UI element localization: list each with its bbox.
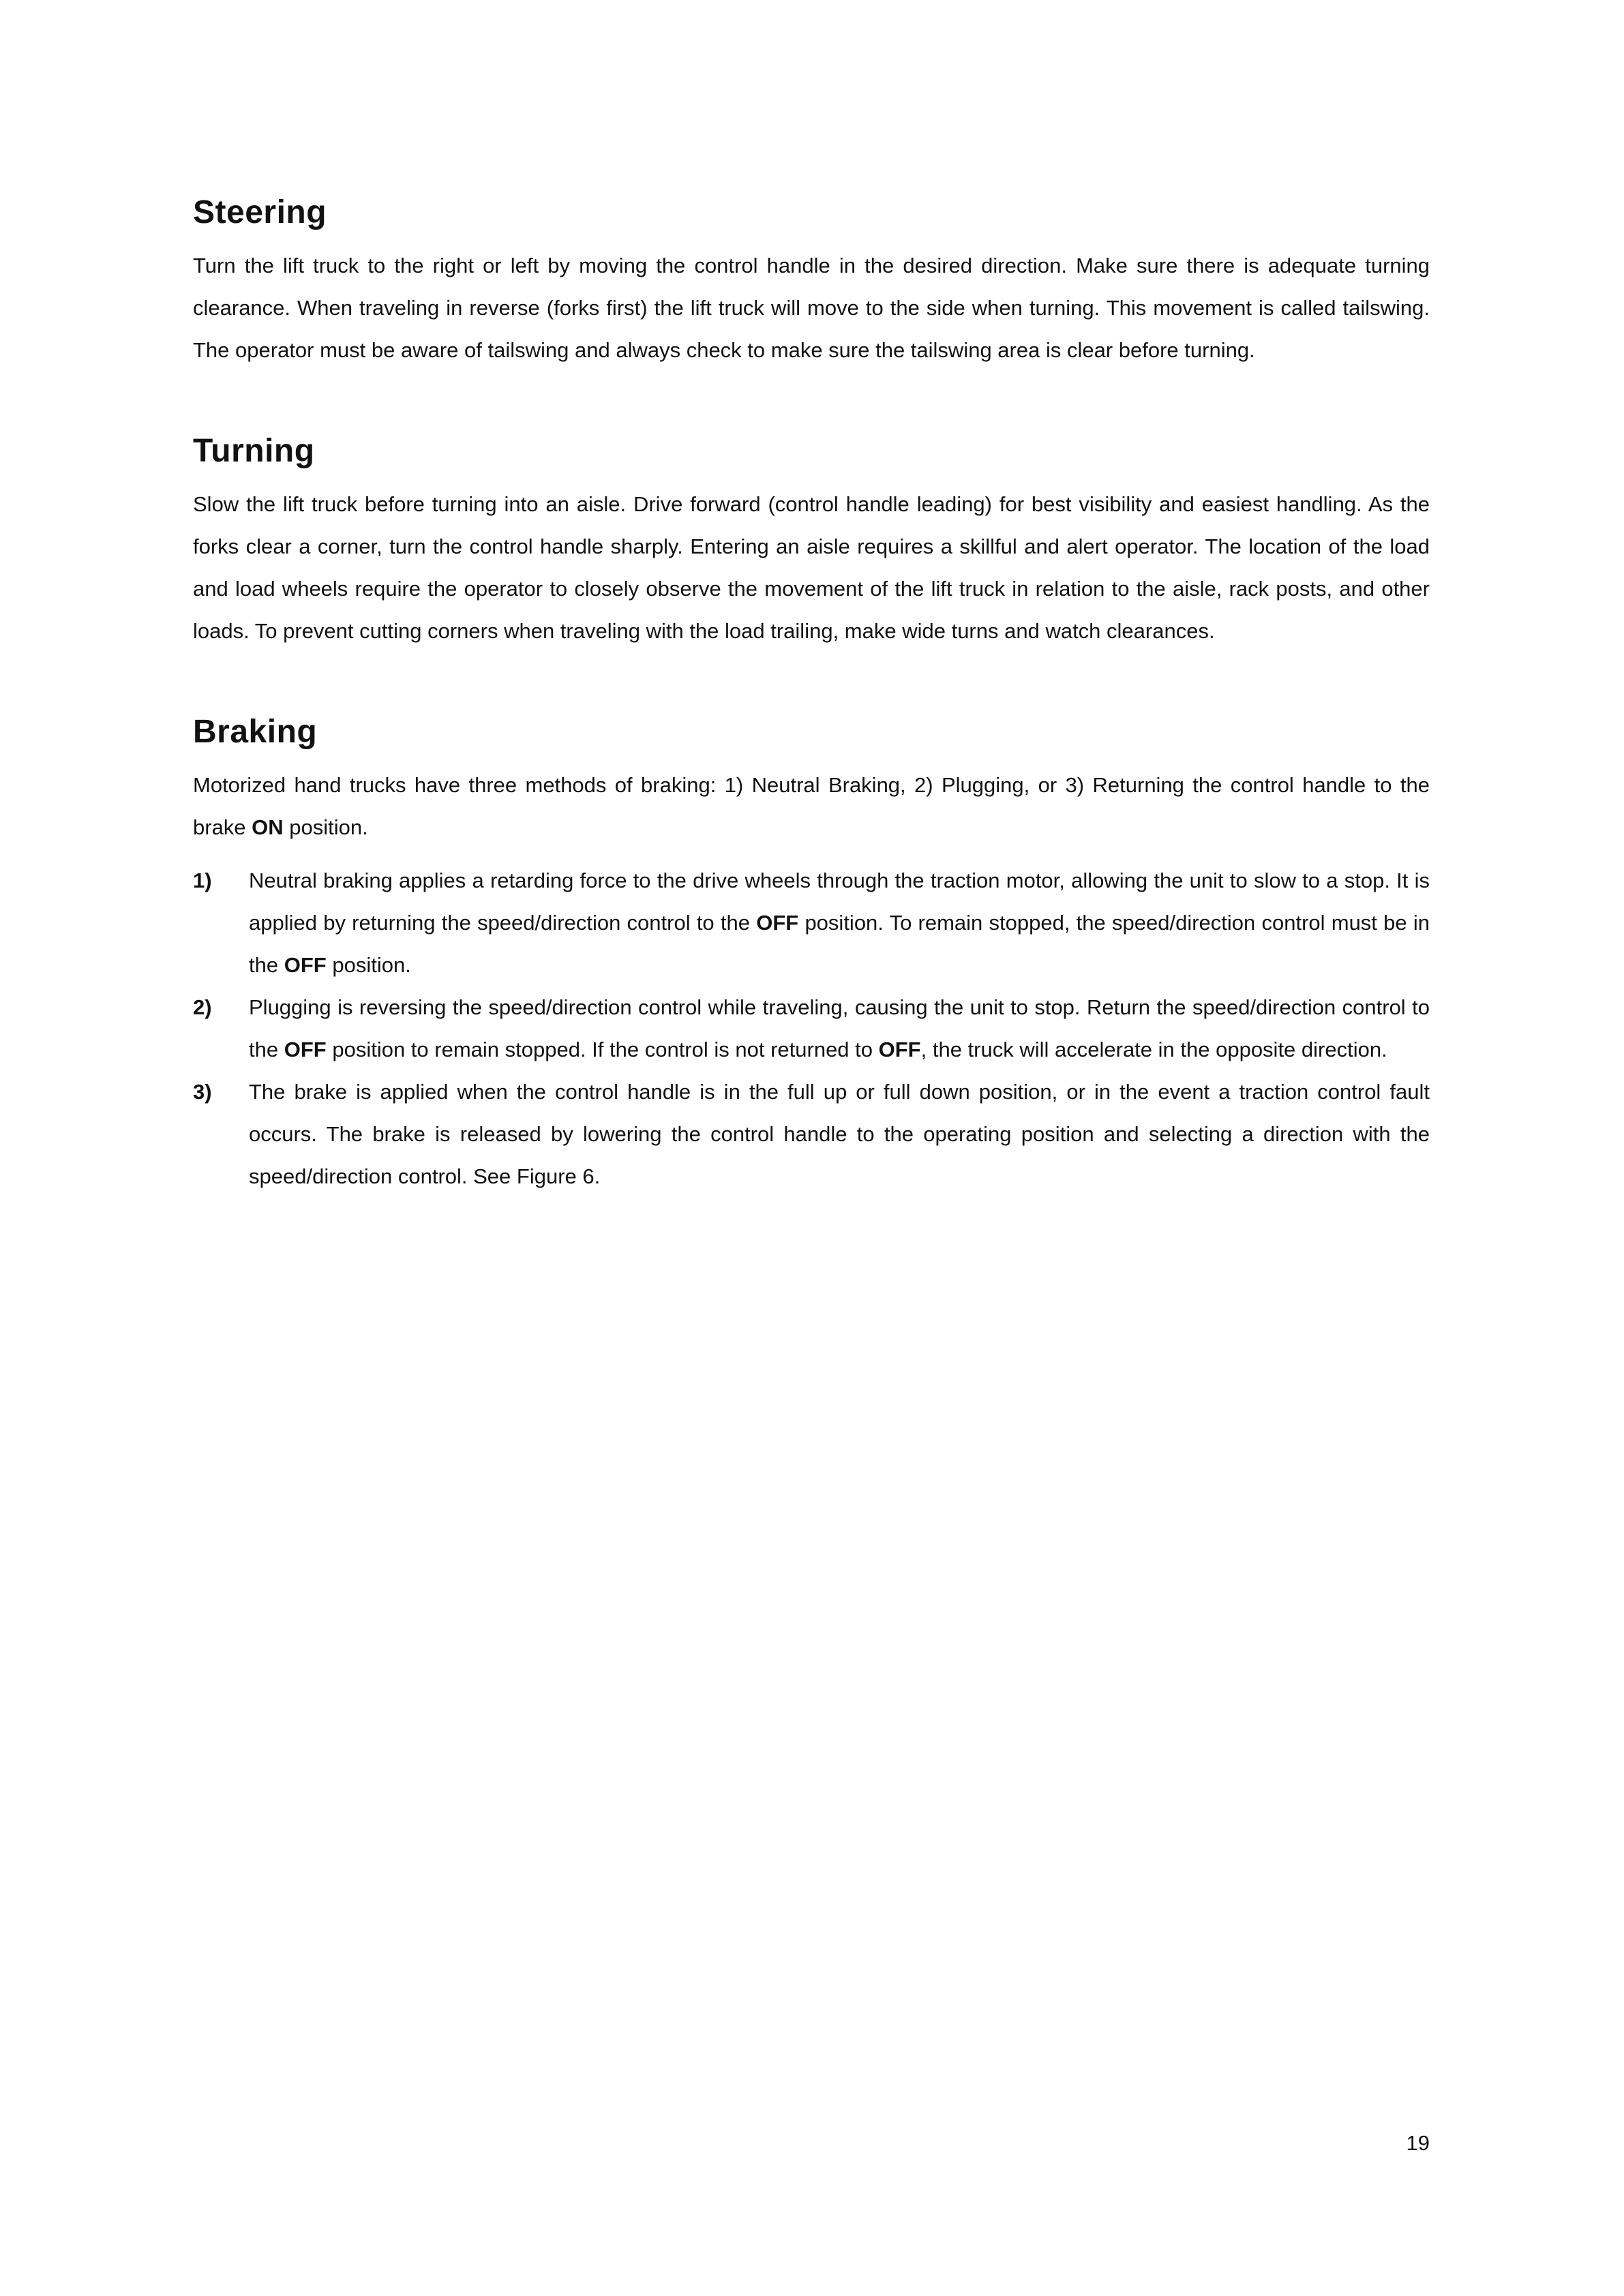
braking-heading: Braking	[193, 714, 318, 750]
list-item-text: Plugging is reversing the speed/direction control while traveling, causing the unit to stop. Return the speed/direction control to the OFF position to remain stopped. If the control is not returned to OFF, the truck will accelerate in the opposite direction.	[249, 995, 1430, 1061]
braking-methods-list	[193, 860, 1430, 1198]
section-steering	[193, 192, 1430, 372]
steering-paragraph: Turn the lift truck to the right or left by moving the control handle in the desired direction. Make sure there is adequate turning clearance. When traveling in reverse (forks first) the lift truck will move to the side when turning. This movement is called tailswing. The operator must be aware of tailswing and always check to make sure the tailswing area is clear before turning.	[193, 254, 1430, 362]
list-item-text: The brake is applied when the control handle is in the full up or full down position, or in the event a traction control fault occurs. The brake is released by lowering the control handle to the operating position and selecting a direction with the speed/direction control. See Figure 6.	[249, 1080, 1430, 1188]
list-item-plugging	[193, 986, 1430, 1071]
turning-heading: Turning	[193, 433, 315, 469]
list-item-text: Neutral braking applies a retarding force to the drive wheels through the traction motor, allowing the unit to slow to a stop. It is applied by returning the speed/direction control to the OFF position. To remain stopped, the speed/direction control must be in the OFF position.	[249, 868, 1430, 977]
section-braking	[193, 711, 1430, 1198]
list-item-brake-applied	[193, 1071, 1430, 1198]
page-content	[193, 192, 1430, 1198]
list-item-number: 1)	[193, 868, 212, 892]
turning-paragraph: Slow the lift truck before turning into an aisle. Drive forward (control handle leading) for best visibility and easiest handling. As the forks clear a corner, turn the control handle sharply. Entering an aisle requires a skillful and alert operator. The location of the load and load wheels require the operator to closely observe the movement of the lift truck in relation to the aisle, rack posts, and other loads. To prevent cutting corners when traveling with the load trailing, make wide turns and watch clearances.	[193, 492, 1430, 643]
list-item-number: 3)	[193, 1080, 212, 1104]
section-turning	[193, 430, 1430, 652]
page-number: 19	[1406, 2131, 1430, 2155]
braking-paragraph: Motorized hand trucks have three methods of braking: 1) Neutral Braking, 2) Plugging, or 3) Returning the control handle to the brake ON position.	[193, 773, 1430, 839]
list-item-number: 2)	[193, 995, 212, 1019]
steering-heading: Steering	[193, 194, 327, 230]
list-item-neutral-braking	[193, 860, 1430, 986]
